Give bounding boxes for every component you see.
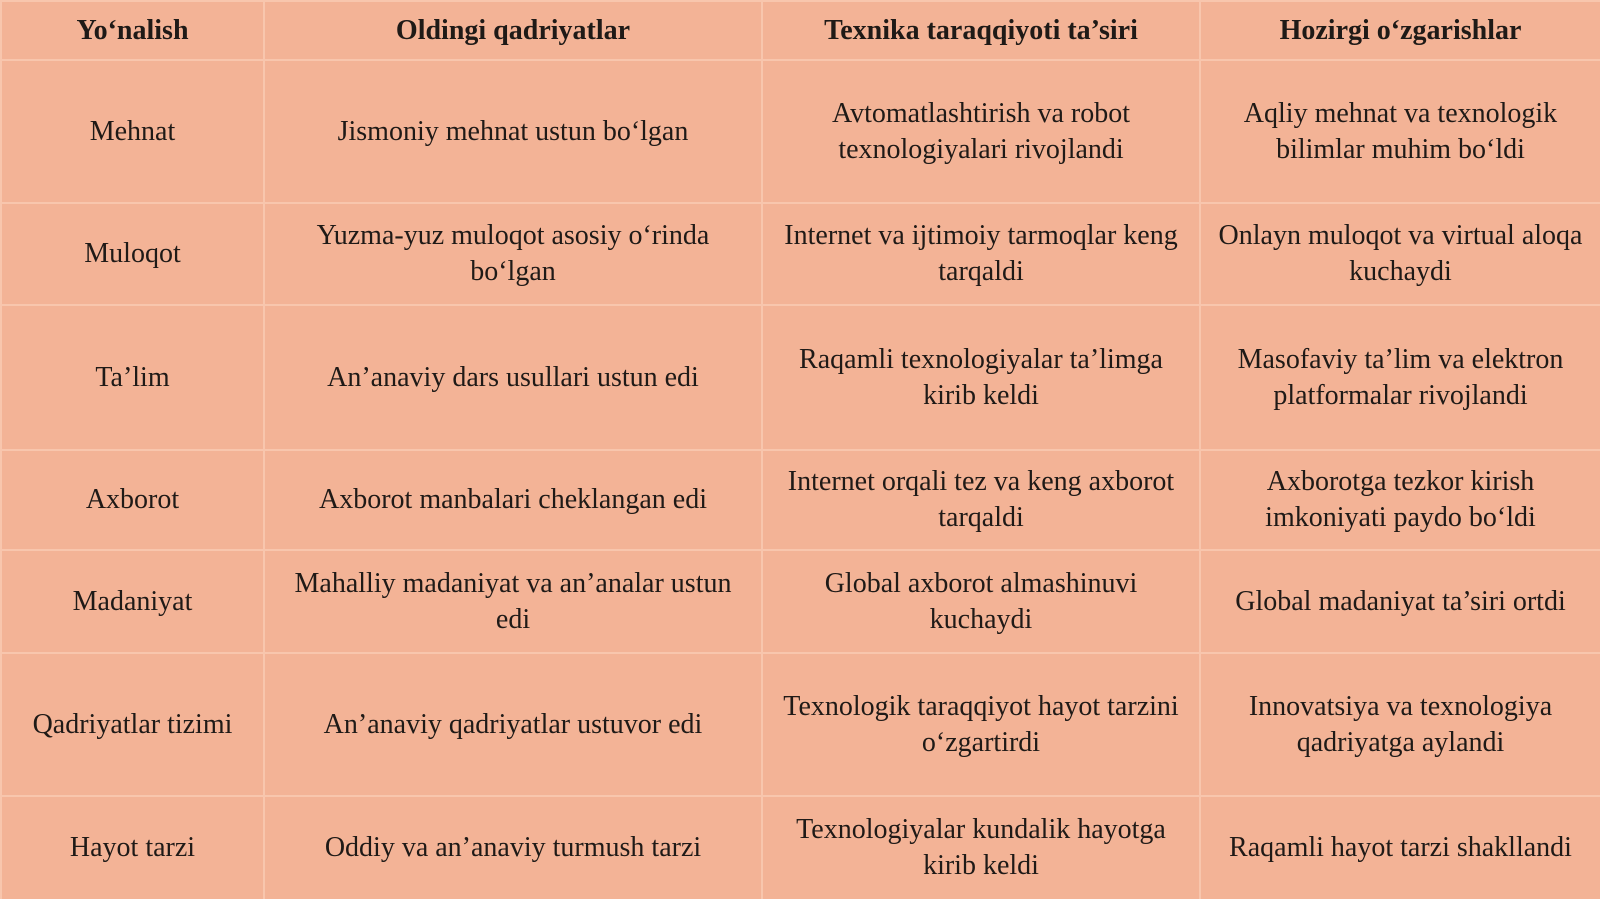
cell-previous: Mahalliy madaniyat va an’analar ustun edi — [264, 550, 762, 653]
cell-previous: Oddiy va an’anaviy turmush tarzi — [264, 796, 762, 899]
header-direction: Yo‘nalish — [1, 1, 264, 60]
cell-direction: Hayot tarzi — [1, 796, 264, 899]
cell-current: Innovatsiya va texnologiya qadriyatga aylandi — [1200, 653, 1600, 796]
cell-direction: Ta’lim — [1, 305, 264, 450]
header-row — [1, 1, 1600, 60]
table-row — [1, 305, 1600, 450]
cell-direction: Madaniyat — [1, 550, 264, 653]
cell-previous: An’anaviy qadriyatlar ustuvor edi — [264, 653, 762, 796]
cell-impact: Avtomatlashtirish va robot texnologiyalari rivojlandi — [762, 60, 1200, 203]
cell-current: Global madaniyat ta’siri ortdi — [1200, 550, 1600, 653]
cell-previous: Jismoniy mehnat ustun bo‘lgan — [264, 60, 762, 203]
cell-current: Axborotga tezkor kirish imkoniyati paydo bo‘ldi — [1200, 450, 1600, 550]
cell-direction: Mehnat — [1, 60, 264, 203]
cell-impact: Texnologik taraqqiyot hayot tarzini o‘zgartirdi — [762, 653, 1200, 796]
table-row — [1, 450, 1600, 550]
cell-current: Onlayn muloqot va virtual aloqa kuchaydi — [1200, 203, 1600, 305]
cell-direction: Qadriyatlar tizimi — [1, 653, 264, 796]
header-tech-impact: Texnika taraqqiyoti ta’siri — [762, 1, 1200, 60]
cell-previous: Yuzma-yuz muloqot asosiy o‘rinda bo‘lgan — [264, 203, 762, 305]
table-row — [1, 60, 1600, 203]
cell-previous: An’anaviy dars usullari ustun edi — [264, 305, 762, 450]
table-row — [1, 550, 1600, 653]
cell-direction: Muloqot — [1, 203, 264, 305]
cell-direction: Axborot — [1, 450, 264, 550]
cell-impact: Global axborot almashinuvi kuchaydi — [762, 550, 1200, 653]
cell-impact: Texnologiyalar kundalik hayotga kirib keldi — [762, 796, 1200, 899]
cell-impact: Internet orqali tez va keng axborot tarqaldi — [762, 450, 1200, 550]
table-row — [1, 653, 1600, 796]
cell-current: Aqliy mehnat va texnologik bilimlar muhim bo‘ldi — [1200, 60, 1600, 203]
cell-previous: Axborot manbalari cheklangan edi — [264, 450, 762, 550]
header-previous-values: Oldingi qadriyatlar — [264, 1, 762, 60]
table-row — [1, 203, 1600, 305]
cell-impact: Raqamli texnologiyalar ta’limga kirib keldi — [762, 305, 1200, 450]
header-current-changes: Hozirgi o‘zgarishlar — [1200, 1, 1600, 60]
cell-current: Masofaviy ta’lim va elektron platformalar rivojlandi — [1200, 305, 1600, 450]
cell-current: Raqamli hayot tarzi shakllandi — [1200, 796, 1600, 899]
cell-impact: Internet va ijtimoiy tarmoqlar keng tarqaldi — [762, 203, 1200, 305]
table-row — [1, 796, 1600, 899]
